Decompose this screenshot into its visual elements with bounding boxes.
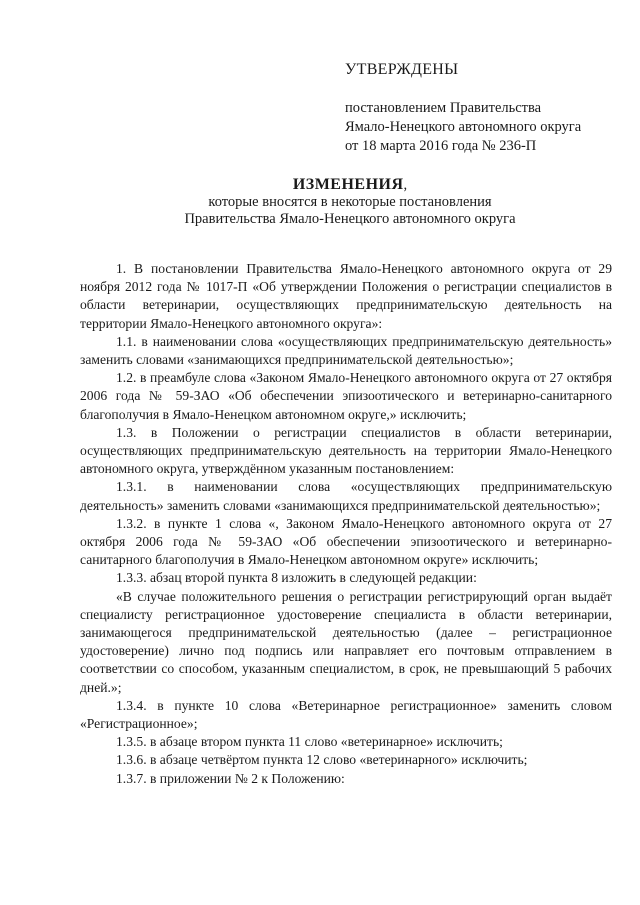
paragraph-1-2: 1.2. в преамбуле слова «Законом Ямало-Ненецкого автономного округа от 27 октября 2006 года № 59-ЗАО «Об обеспечении эпизоотического и ветеринарно-санитарного благополучия в Ямало-Ненецком автономном округе,» исключить; [80,370,612,422]
approval-line-1: постановлением Правительства [345,100,542,116]
approval-line-3: от 18 марта 2016 года № 236-П [345,138,537,154]
document-title-suffix: , [403,177,408,193]
paragraph-1-3-5: 1.3.5. в абзаце втором пункта 11 слово «ветеринарное» исключить; [116,734,503,750]
document-title: ИЗМЕНЕНИЯ [292,176,404,193]
document-title-line [80,176,620,194]
title-block [80,176,620,228]
approval-block [345,60,625,156]
paragraph-1-1: 1.1. в наименовании слова «осуществляющих предпринимательскую деятельность» заменить словами «занимающихся предпринимательской деятельностью»; [80,333,612,368]
approval-heading: УТВЕРЖДЕНЫ [345,61,459,78]
document-subtitle-line-2: Правительства Ямало-Ненецкого автономного округа [184,211,516,227]
paragraph-quote: «В случае положительного решения о регистрации регистрирующий орган выдаёт специалисту регистрационное удостоверение специалиста в области ветеринарии, занимающегося предпринимательской деятельностью (далее – регистрационное удостоверение) лично под подпись или направляет его почтовым отправлением в соответствии со способом, указанным специалистом, в срок, не превышающий 5 рабочих дней.»; [80,588,612,695]
approval-line-2: Ямало-Ненецкого автономного округа [345,119,582,135]
paragraph-1-3: 1.3. в Положении о регистрации специалистов в области ветеринарии, осуществляющих предпринимательскую деятельность на территории Ямало-Ненецкого автономного округа, утверждённом указанным постановлением: [80,424,612,477]
paragraph-1-3-6: 1.3.6. в абзаце четвёртом пункта 12 слово «ветеринарного» исключить; [116,752,528,768]
paragraph-1-3-3: 1.3.3. абзац второй пункта 8 изложить в следующей редакции: [116,570,477,586]
paragraph-1-3-7: 1.3.7. в приложении № 2 к Положению: [116,770,345,786]
document-subtitle-line-1: которые вносятся в некоторые постановления [208,194,492,210]
paragraph-1-3-1: 1.3.1. в наименовании слова «осуществляющих предпринимательскую деятельность» заменить словами «занимающихся предпринимательской деятельностью»; [80,479,612,513]
paragraph-1: 1. В постановлении Правительства Ямало-Ненецкого автономного округа от 29 ноября 2012 года № 1017-П «Об утверждении Положения о регистрации специалистов в области ветеринарии, осуществляющих предпринимательскую деятельность на территории Ямало-Ненецкого автономного округа»: [80,261,612,331]
paragraph-1-3-4: 1.3.4. в пункте 10 слова «Ветеринарное регистрационное» заменить словом «Регистрационное»; [80,697,612,732]
paragraph-1-3-2: 1.3.2. в пункте 1 слова «, Законом Ямало-Ненецкого автономного округа от 27 октября 2006 года № 59-ЗАО «Об обеспечении эпизоотического и ветеринарно-санитарного благополучия в Ямало-Ненецком автономном округе» исключить; [80,515,612,568]
document-body [80,260,612,788]
